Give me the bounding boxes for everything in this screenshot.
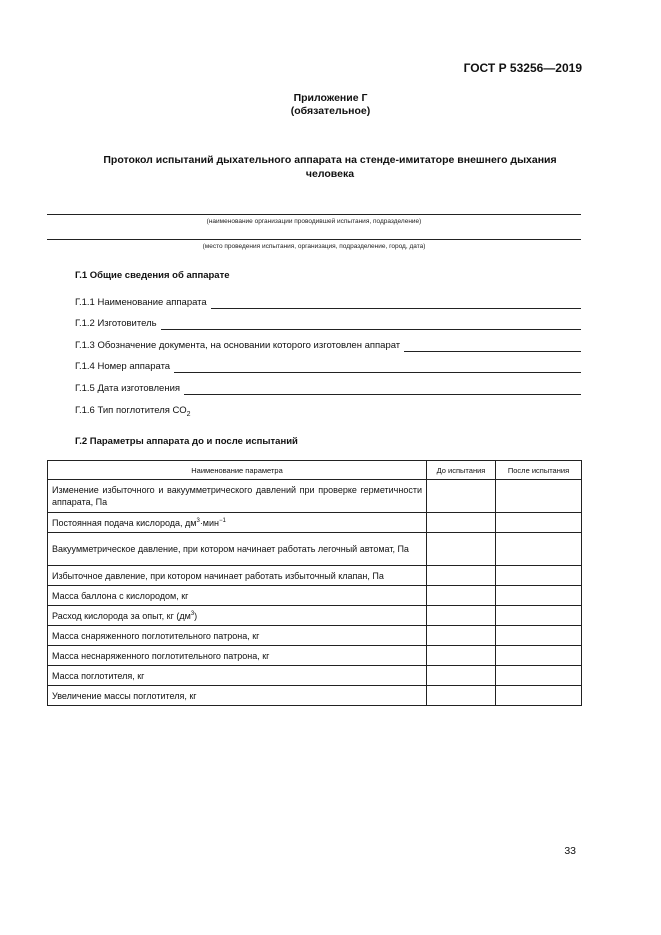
table-row — [48, 686, 582, 706]
appendix-heading — [0, 92, 661, 118]
param-name: Изменение избыточного и вакуумметрического давлений при проверке герметичности аппарата, Па — [48, 480, 427, 513]
field-input-line[interactable] — [174, 363, 581, 373]
standard-number: ГОСТ Р 53256—2019 — [463, 61, 582, 75]
unit-superscript: 3 — [190, 610, 195, 617]
field-label: Г.1.3 Обозначение документа, на основании которого изготовлен аппарат — [75, 340, 401, 351]
field-device-number — [75, 361, 581, 373]
param-name: Масса снаряженного поглотительного патрона, кг — [48, 626, 427, 646]
unit-superscript: 3 — [196, 517, 200, 524]
field-device-name — [75, 297, 581, 309]
section2-title: Г.2 Параметры аппарата до и после испытаний — [75, 436, 298, 447]
table-row — [48, 666, 582, 686]
field-input-line[interactable] — [161, 320, 581, 330]
field-manufacturer — [75, 318, 581, 330]
header-before: До испытания — [427, 461, 496, 480]
page-number: 33 — [564, 845, 576, 857]
param-name — [48, 513, 427, 533]
field-label: Г.1.4 Номер аппарата — [75, 361, 171, 372]
after-cell[interactable] — [496, 666, 582, 686]
field-label-text: Г.1.6 Тип поглотителя СО — [75, 405, 187, 416]
table-row — [48, 626, 582, 646]
field-manufacture-date — [75, 383, 581, 395]
table-row — [48, 586, 582, 606]
param-name: Масса поглотителя, кг — [48, 666, 427, 686]
table-header-row — [48, 461, 582, 480]
organization-caption: (наименование организации проводившей испытания, подразделение) — [206, 218, 422, 225]
unit-part: ) — [194, 610, 198, 621]
field-input-line[interactable] — [184, 385, 581, 395]
param-name: Избыточное давление, при котором начинает работать избыточный клапан, Па — [48, 566, 427, 586]
table-row — [48, 480, 582, 513]
appendix-status: (обязательное) — [290, 105, 371, 117]
field-label — [75, 405, 191, 421]
param-name: Увеличение массы поглотителя, кг — [48, 686, 427, 706]
co2-subscript: 2 — [186, 410, 191, 418]
table-row — [48, 646, 582, 666]
before-cell[interactable] — [427, 566, 496, 586]
after-cell[interactable] — [496, 566, 582, 586]
param-name — [48, 606, 427, 626]
organization-blank-line[interactable] — [47, 214, 581, 215]
param-text: Постоянная подача кислорода, дм — [52, 517, 197, 528]
after-cell[interactable] — [496, 686, 582, 706]
field-input-line[interactable] — [404, 342, 581, 352]
table-row — [48, 606, 582, 626]
parameters-table — [47, 460, 582, 706]
table-row — [48, 533, 582, 566]
before-cell[interactable] — [427, 666, 496, 686]
place-blank-line[interactable] — [47, 239, 581, 240]
unit-superscript: −1 — [219, 517, 226, 524]
section1-title: Г.1 Общие сведения об аппарате — [75, 270, 230, 281]
unit-part: ·мин — [199, 517, 219, 528]
after-cell[interactable] — [496, 646, 582, 666]
param-text: Расход кислорода за опыт, кг (дм — [52, 610, 191, 621]
header-after: После испытания — [496, 461, 582, 480]
param-name: Масса баллона с кислородом, кг — [48, 586, 427, 606]
after-cell[interactable] — [496, 626, 582, 646]
after-cell[interactable] — [496, 480, 582, 513]
before-cell[interactable] — [427, 586, 496, 606]
field-label: Г.1.5 Дата изготовления — [75, 383, 181, 394]
field-label: Г.1.1 Наименование аппарата — [75, 297, 207, 308]
protocol-title: Протокол испытаний дыхательного аппарата на стенде-имитаторе внешнего дыхания человека — [103, 154, 557, 180]
param-name: Вакуумметрическое давление, при котором начинает работать легочный автомат, Па — [48, 533, 427, 566]
appendix-title: Приложение Г — [293, 92, 368, 104]
field-input-line[interactable] — [211, 299, 581, 309]
header-parameter: Наименование параметра — [48, 461, 427, 480]
field-label: Г.1.2 Изготовитель — [75, 318, 157, 329]
field-document — [75, 340, 581, 352]
before-cell[interactable] — [427, 606, 496, 626]
after-cell[interactable] — [496, 533, 582, 566]
before-cell[interactable] — [427, 513, 496, 533]
table-row — [48, 513, 582, 533]
field-absorber-type — [75, 405, 581, 421]
after-cell[interactable] — [496, 513, 582, 533]
after-cell[interactable] — [496, 586, 582, 606]
param-name: Масса неснаряженного поглотительного патрона, кг — [48, 646, 427, 666]
before-cell[interactable] — [427, 626, 496, 646]
before-cell[interactable] — [427, 686, 496, 706]
before-cell[interactable] — [427, 646, 496, 666]
before-cell[interactable] — [427, 533, 496, 566]
place-caption: (место проведения испытания, организация, подразделение, город, дата) — [202, 243, 426, 250]
table-row — [48, 566, 582, 586]
before-cell[interactable] — [427, 480, 496, 513]
after-cell[interactable] — [496, 606, 582, 626]
